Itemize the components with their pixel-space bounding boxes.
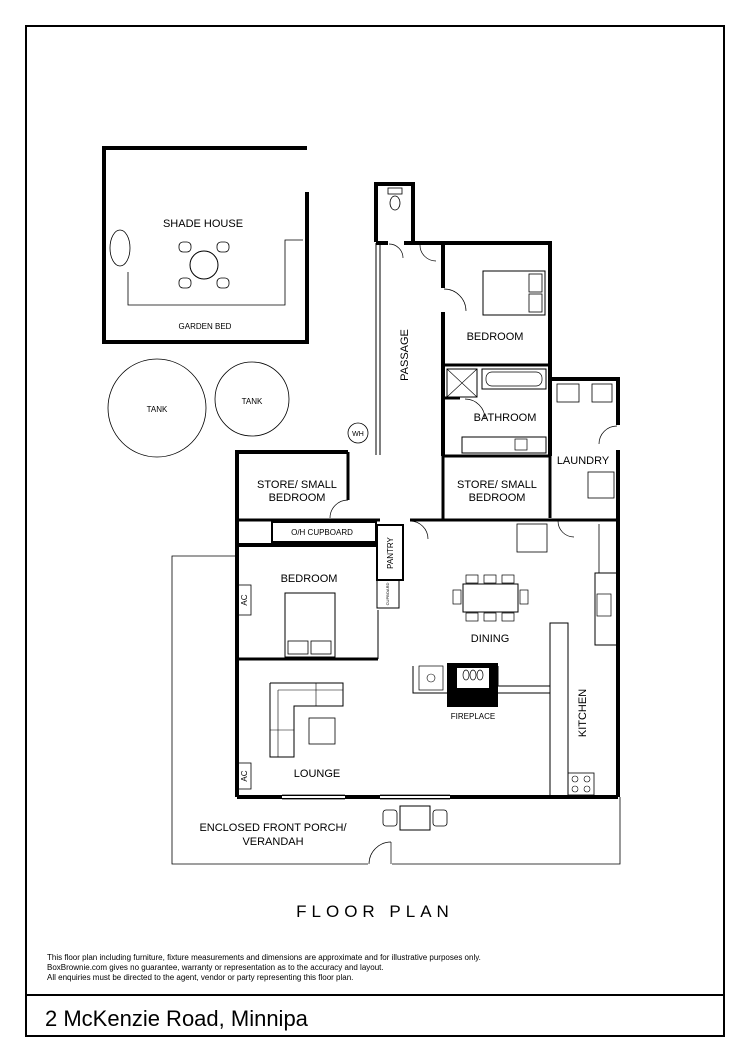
label-fireplace: FIREPLACE: [450, 712, 496, 721]
disclaimer-line-3: All enquiries must be directed to the agent, vendor or party representing this floor plan.: [47, 973, 354, 982]
label-bedroom-2: BEDROOM: [280, 573, 338, 585]
label-garden-bed: GARDEN BED: [178, 322, 232, 331]
label-store-right-1: STORE/ SMALL: [457, 479, 537, 491]
porch-table-icon: [383, 806, 447, 830]
label-store-left-2: BEDROOM: [268, 492, 326, 504]
plan-title: FLOOR PLAN: [296, 902, 454, 921]
bathtub-icon: [482, 369, 546, 389]
label-shade-house: SHADE HOUSE: [162, 218, 244, 230]
label-store-right-2: BEDROOM: [468, 492, 526, 504]
label-dining: DINING: [470, 633, 510, 645]
bedroom-2-walls: [237, 525, 403, 797]
label-laundry: LAUNDRY: [556, 455, 610, 467]
outdoor-table-icon: [179, 242, 229, 288]
dining-table-icon: [453, 575, 528, 621]
label-wh: WH: [352, 431, 364, 438]
toilet-icon: [388, 188, 402, 210]
disclaimer-line-1: This floor plan including furniture, fixture measurements and dimensions are approximate and for illustrative purposes only.: [47, 953, 481, 962]
shade-house: [104, 148, 307, 342]
label-porch-2: VERANDAH: [242, 836, 304, 848]
label-cupboard: CUPBOARD: [385, 582, 390, 606]
shower-icon: [447, 369, 477, 397]
fireplace-icon: [413, 663, 550, 707]
label-pantry: PANTRY: [386, 537, 395, 569]
toilet-and-passage: [376, 184, 443, 455]
label-kitchen: KITCHEN: [577, 688, 589, 738]
label-oh-cupboard: O/H CUPBOARD: [291, 528, 353, 537]
label-passage: PASSAGE: [399, 329, 411, 381]
disclaimer: [47, 953, 481, 983]
label-porch-1: ENCLOSED FRONT PORCH/: [199, 822, 347, 834]
label-tank-1: TANK: [146, 405, 168, 414]
label-ac-2: AC: [240, 770, 249, 782]
bed-icon: [483, 271, 545, 315]
label-lounge: LOUNGE: [293, 768, 341, 780]
property-address: 2 McKenzie Road, Minnipa: [45, 1006, 308, 1031]
disclaimer-line-2: BoxBrownie.com gives no guarantee, warranty or representation as to the accuracy and layout.: [47, 963, 384, 972]
laundry-walls: [550, 379, 618, 518]
footer-divider: [25, 994, 725, 996]
rear-rooms-walls: [443, 243, 550, 456]
vanity-icon: [462, 437, 546, 453]
label-ac-1: AC: [240, 594, 249, 606]
bed-icon: [285, 593, 335, 657]
label-bedroom-1: BEDROOM: [466, 331, 524, 343]
label-bathroom: BATHROOM: [473, 412, 537, 424]
label-tank-2: TANK: [241, 397, 263, 406]
label-store-left-1: STORE/ SMALL: [257, 479, 337, 491]
lounge-sofa-icon: [270, 683, 343, 757]
